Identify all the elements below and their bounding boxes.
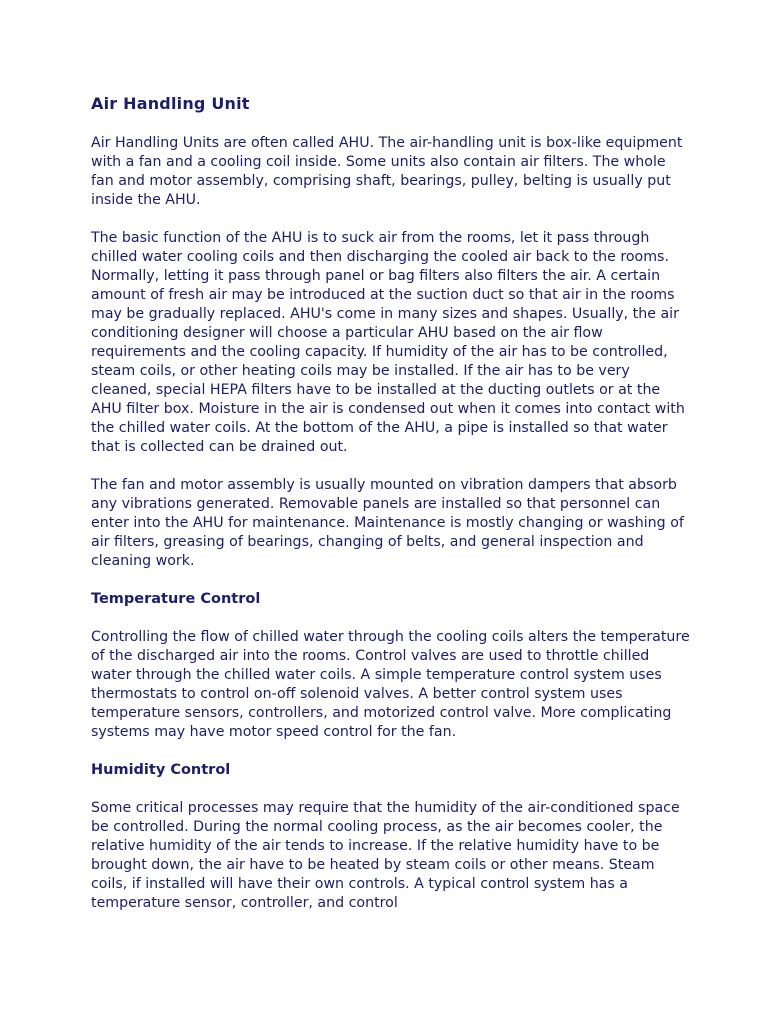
intro-paragraph-2: The basic function of the AHU is to suck air from the rooms, let it pass through chilled water cooling coils and then discharging the cooled air back to the rooms. Normally, letting it pass through panel or bag filters also filters the air. A certain amount of fresh air may be introduced at the suction duct so that air in the rooms may be gradually replaced. AHU's come in many sizes and shapes. Usually, the air conditioning designer will choose a particular AHU based on the air flow requirements and the cooling capacity. If humidity of the air has to be controlled, steam coils, or other heating coils may be installed. If the air has to be very cleaned, special HEPA filters have to be installed at the ducting outlets or at the AHU filter box. Moisture in the air is condensed out when it comes into contact with the chilled water coils. At the bottom of the AHU, a pipe is installed so that water that is collected can be drained out.	[91, 230, 685, 455]
document-page	[91, 94, 691, 932]
intro-paragraph-3: The fan and motor assembly is usually mounted on vibration dampers that absorb any vibrations generated. Removable panels are installed so that personnel can enter into the AHU for maintenance. Maintenance is mostly changing or washing of air filters, greasing of bearings, changing of belts, and general inspection and cleaning work.	[91, 477, 684, 569]
intro-paragraph-1: Air Handling Units are often called AHU. The air-handling unit is box-like equipment with a fan and a cooling coil inside. Some units also contain air filters. The whole fan and motor assembly, comprising shaft, bearings, pulley, belting is usually put inside the AHU.	[91, 135, 683, 208]
humidity-control-heading: Humidity Control	[91, 762, 231, 778]
temperature-control-paragraph: Controlling the flow of chilled water through the cooling coils alters the temperature of the discharged air into the rooms. Control valves are used to throttle chilled water through the chilled water coils. A simple temperature control system uses thermostats to control on-off solenoid valves. A better control system uses temperature sensors, controllers, and motorized control valve. More complicating systems may have motor speed control for the fan.	[91, 629, 690, 740]
page-title: Air Handling Unit	[91, 94, 250, 113]
humidity-control-paragraph: Some critical processes may require that the humidity of the air-conditioned space be controlled. During the normal cooling process, as the air becomes cooler, the relative humidity of the air tends to increase. If the relative humidity have to be brought down, the air have to be heated by steam coils or other means. Steam coils, if installed will have their own controls. A typical control system has a temperature sensor, controller, and control	[91, 800, 680, 911]
temperature-control-heading: Temperature Control	[91, 591, 261, 607]
